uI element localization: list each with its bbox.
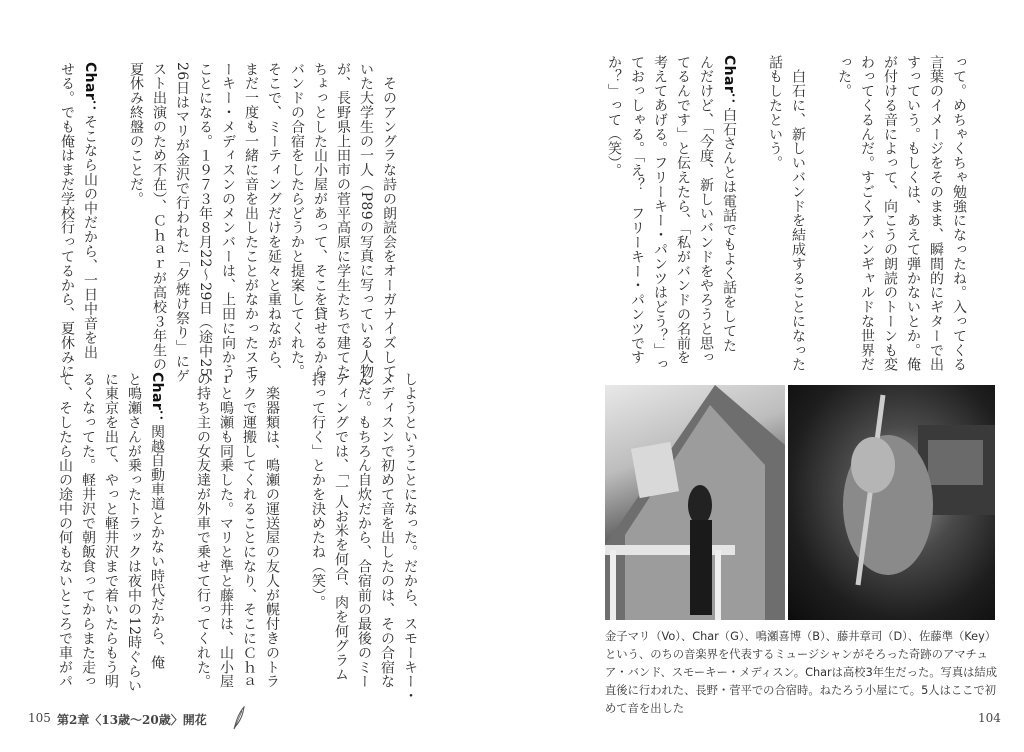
text-column: Char：そこなら山の中だから、一日中音を出: [82, 62, 98, 360]
right-page-body-text: [602, 55, 970, 377]
text-column: 話もしたという。: [767, 55, 783, 171]
speaker-label: Char：: [82, 62, 98, 115]
text-column: ックで運搬してくれることになり、そこにＣｈａ: [241, 372, 257, 689]
text-column: 夏休み終盤のことだ。: [128, 62, 144, 206]
text-column: そのアングラな詩の朗読会をオーガナイズして: [381, 62, 397, 379]
text-column: いた大学生の一人（P89の写真に写っている人物）: [358, 62, 374, 393]
text-column: ておっしゃる。「え？ フリーキー・パンツです: [629, 55, 645, 365]
text-column: んだ。もちろん自炊だから、合宿前の最後のミー: [356, 372, 372, 689]
text-column: [283, 372, 306, 694]
band-photo-guitarist: [788, 385, 995, 620]
text-column: った。: [836, 55, 852, 99]
text-column: て、そしたら山の途中の何もないところで車がパ: [57, 372, 73, 689]
text-column: スト出演のため不在）、Ｃｈａｒが高校３年生の: [151, 62, 167, 372]
text-column: 26日はマリが金沢で行われた「夕焼け祭り」にゲ: [174, 62, 190, 384]
text-column: 楽器類は、鳴瀬の運送屋の友人が幌付きのトラ: [264, 372, 280, 689]
text-column: 考えてあげる。フリーキー・パンツはどう？」っ: [652, 55, 668, 372]
text-column: ｒと鳴瀬も同乗した。マリと準と藤井は、山小屋: [218, 372, 234, 689]
text-column: るくなってた。軽井沢で朝飯食ってからまた走っ: [80, 372, 96, 689]
text-column: しようということになった。だから、スモーキー・: [402, 372, 418, 704]
page-number-right: 104: [978, 711, 1001, 725]
text-column: が、長野県上田市の菅平高原に学生たちで建てた: [335, 62, 351, 379]
text-column: って。めちゃくちゃ勉強になったね。入ってくる: [951, 55, 967, 372]
text-column: [101, 62, 124, 362]
feather-icon: [232, 706, 246, 730]
speaker-label: Char：: [721, 55, 737, 108]
text-column: か？」って（笑）。: [606, 55, 622, 178]
left-page-top-body-text: [55, 62, 400, 393]
chapter-running-head: 第2章〈13歳～20歳〉開花: [57, 713, 207, 727]
text-column: メディスンで初めて音を出したのは、その合宿な: [379, 372, 395, 689]
text-column: [168, 372, 191, 694]
text-column: が付ける音によって、向こうの朗読のトーンも変: [882, 55, 898, 372]
cabin-guitarist-image: [605, 385, 785, 620]
text-column: 持って行く」とかを決めたね（笑）。: [310, 372, 326, 610]
text-column: [809, 55, 832, 377]
text-column: せる。でも俺はまだ学校行ってるから、夏休みに: [59, 62, 75, 379]
text-column: んだけど、「今度、新しいバンドをやろうと思っ: [698, 55, 714, 365]
band-photo-cabin: [605, 385, 785, 620]
text-column: 言葉のイメージをそのまま、瞬間的にギターで出: [928, 55, 944, 372]
speaker-label: Char：: [149, 372, 165, 425]
text-column: そこで、ミーティングだけを延々と重ねながら、: [266, 62, 282, 379]
page-number-left: 105: [28, 711, 51, 725]
left-page-bottom-body-text: [53, 372, 421, 704]
text-column: Char：関越自動車道とかない時代だから、俺: [149, 372, 165, 670]
text-column: と鳴瀬さんが乗ったトラックは夜中の12時ぐらい: [126, 372, 142, 694]
text-column: ことになる。１９７３年８月22～29日（途中25、: [197, 62, 213, 392]
text-column: [740, 55, 763, 377]
text-column: ティングでは、「一人お米を何合、肉を何グラム: [333, 372, 349, 682]
text-column: すっていう。もしくは、あえて弾かないとか。俺: [905, 55, 921, 372]
text-column: てるんです」と伝えたら、「私がバンドの名前を: [675, 55, 691, 365]
guitarist-closeup-image: [788, 385, 995, 620]
text-column: わってくるんだ。すごくアバンギャルドな世界だ: [859, 55, 875, 372]
text-column: に東京を出て、やっと軽井沢まで着いたらもう明: [103, 372, 119, 689]
photo-caption: 金子マリ（Vo）、Char（G）、鳴瀬喜博（B）、藤井章司（D）、佐藤準（Key）という、のちの音楽界を代表するミュージシャンがそろった奇跡のアマチュア・バンド、スモーキー・メディスン。Charは高校3年生だった。写真は結成直後に行われた、長野・菅平での合宿時。ねたろう小屋にて。5人はここで初めて音を出した: [605, 630, 998, 715]
text-column: バンドの合宿をしたらどうかと提案してくれた。: [289, 62, 305, 379]
text-column: ちょっとした山小屋があって、そこを貸せるから: [312, 62, 328, 379]
text-column: Char：白石さんとは電話でもよく話をしてた: [721, 55, 737, 353]
text-column: ーキー・メディスンのメンバーは、上田に向かう: [220, 62, 236, 379]
text-column: まだ一度も一緒に音を出したことがなかったスモ: [243, 62, 259, 379]
text-column: の持ち主の女友達が外車で乗せて行ってくれた。: [195, 372, 211, 689]
text-column: 白石に、新しいバンドを結成することになった: [790, 55, 806, 372]
